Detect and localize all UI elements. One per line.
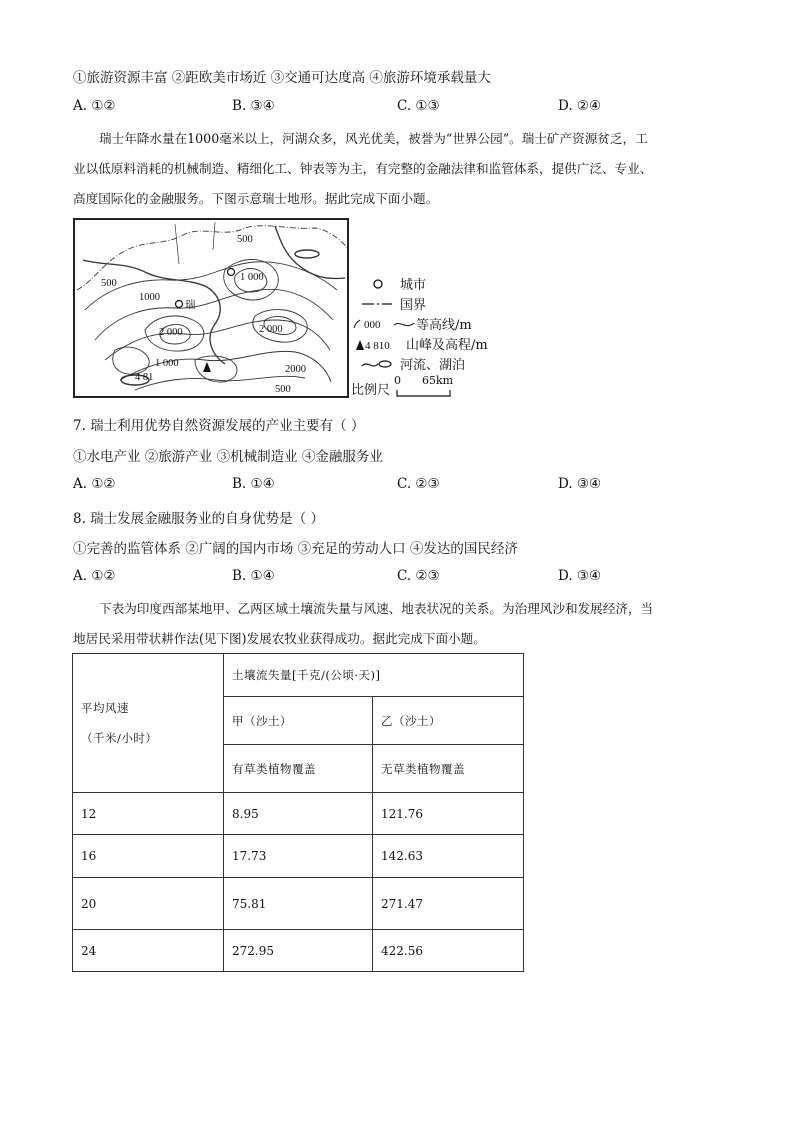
q6-statements: ①旅游资源丰富 ②距欧美市场近 ③交通可达度高 ④旅游环境承载量大 [73, 70, 491, 86]
passage-india-line2: 地居民采用带状耕作法(见下图)发展农牧业获得成功。据此完成下面小题。 [73, 631, 486, 646]
table-row [73, 878, 524, 930]
contour-label: 500 [237, 234, 253, 245]
peak-marker [203, 362, 211, 372]
legend-city [352, 274, 426, 293]
legend-river-label: 河流、湖泊 [400, 358, 466, 373]
legend-contour-value: 000 [364, 318, 381, 331]
contour-label: 500 [101, 278, 117, 289]
legend-peak-value: 4 810 [365, 339, 390, 352]
wind-speed-header-line2: （千米/小时） [81, 731, 158, 745]
q8-option-d[interactable]: D. ③④ [558, 568, 602, 584]
q7-option-a[interactable]: A. ①② [73, 476, 116, 492]
yi-cell: 422.56 [373, 930, 524, 972]
wind-speed-header-line1: 平均风速 [81, 701, 129, 715]
contour-label: 1000 [139, 292, 160, 303]
contour-label: 1 000 [240, 272, 264, 283]
soil-loss-table [72, 653, 524, 972]
jia-cell: 8.95 [224, 793, 373, 835]
city-label: 瑞 [185, 300, 196, 311]
city-icon [352, 276, 394, 292]
river [205, 286, 225, 364]
city-marker [228, 269, 235, 276]
river [275, 226, 345, 278]
q6-option-a[interactable]: A. ①② [73, 98, 116, 114]
scale-zero: 0 [394, 374, 402, 387]
q7-stem: 7. 瑞士利用优势自然资源发展的产业主要有（ ） [73, 418, 365, 434]
jia-header: 甲（沙土） [224, 697, 373, 745]
river-lake-icon [352, 356, 394, 372]
contour-label: 500 [275, 384, 291, 395]
contour-label: 2 000 [159, 327, 183, 338]
contour-label: 2 000 [259, 324, 283, 335]
scale-end: 65km [422, 374, 454, 387]
q8-option-c[interactable]: C. ②③ [397, 568, 440, 584]
wind-speed-cell: 20 [73, 878, 224, 930]
passage-switzerland-line2: 业以低原料消耗的机械制造、精细化工、钟表等为主，有完整的金融法律和监管体系，提供广泛、专业、 [73, 161, 653, 176]
switzerland-topographic-map [73, 218, 349, 398]
city-marker [176, 301, 183, 308]
q8-option-b[interactable]: B. ①④ [232, 568, 275, 584]
contour-line [113, 347, 149, 374]
q7-statements: ①水电产业 ②旅游产业 ③机械制造业 ④金融服务业 [73, 449, 383, 465]
border-line-icon [352, 296, 394, 312]
table-row [73, 930, 524, 972]
jia-cell: 272.95 [224, 930, 373, 972]
q7-option-b[interactable]: B. ①④ [232, 476, 275, 492]
yi-subheader: 无草类植物覆盖 [373, 745, 524, 793]
passage-switzerland [73, 124, 721, 214]
contour-line [175, 222, 215, 264]
legend-contour-label: 等高线/m [416, 318, 472, 333]
wind-speed-header [73, 654, 224, 793]
legend-scale [351, 374, 460, 398]
q7-option-d[interactable]: D. ③④ [558, 476, 602, 492]
table-row [73, 835, 524, 878]
wind-speed-cell: 24 [73, 930, 224, 972]
passage-switzerland-line3: 高度国际化的金融服务。下图示意瑞士地形。据此完成下面小题。 [73, 191, 439, 206]
table-row [73, 793, 524, 835]
legend-peak-label: 山峰及高程/m [406, 338, 488, 353]
q6-option-b[interactable]: B. ③④ [232, 98, 275, 114]
contour-label: 4 81 [135, 372, 154, 383]
legend-contour [352, 314, 472, 333]
contour-line-icon [352, 316, 416, 332]
legend-river [352, 354, 465, 373]
q8-option-a[interactable]: A. ①② [73, 568, 116, 584]
contour-label: 1 000 [155, 358, 179, 369]
map-drawing [75, 220, 349, 398]
wind-speed-cell: 12 [73, 793, 224, 835]
peak-icon [352, 336, 400, 352]
q8-statements: ①完善的监管体系 ②广阔的国内市场 ③充足的劳动人口 ④发达的国民经济 [73, 541, 518, 557]
contour-label: 2000 [285, 364, 306, 375]
scale-label: 比例尺 [351, 382, 391, 398]
jia-cell: 17.73 [224, 835, 373, 878]
q6-option-c[interactable]: C. ①③ [397, 98, 440, 114]
scale-bar [394, 374, 460, 398]
yi-cell: 121.76 [373, 793, 524, 835]
legend-border-label: 国界 [400, 298, 427, 313]
yi-cell: 142.63 [373, 835, 524, 878]
passage-india-line1: 下表为印度西部某地甲、乙两区域土壤流失量与风速、地表状况的关系。为治理风沙和发展经济，当 [99, 601, 654, 616]
passage-india [73, 594, 721, 654]
yi-cell: 271.47 [373, 878, 524, 930]
wind-speed-cell: 16 [73, 835, 224, 878]
lake [295, 250, 319, 258]
jia-subheader: 有草类植物覆盖 [224, 745, 373, 793]
soil-loss-header: 土壤流失量[千克/(公顷·天)] [224, 654, 524, 697]
legend-city-label: 城市 [400, 278, 427, 293]
q6-option-d[interactable]: D. ②④ [558, 98, 602, 114]
legend-border [352, 294, 426, 313]
passage-switzerland-line1: 瑞士年降水量在1000毫米以上，河湖众多，风光优美，被誉为“世界公园”。瑞士矿产资源贫乏，工 [99, 131, 648, 146]
jia-cell: 75.81 [224, 878, 373, 930]
q7-option-c[interactable]: C. ②③ [397, 476, 440, 492]
legend-peak [352, 334, 488, 353]
q8-stem: 8. 瑞士发展金融服务业的自身优势是（ ） [73, 511, 324, 527]
yi-header: 乙（沙土） [373, 697, 524, 745]
